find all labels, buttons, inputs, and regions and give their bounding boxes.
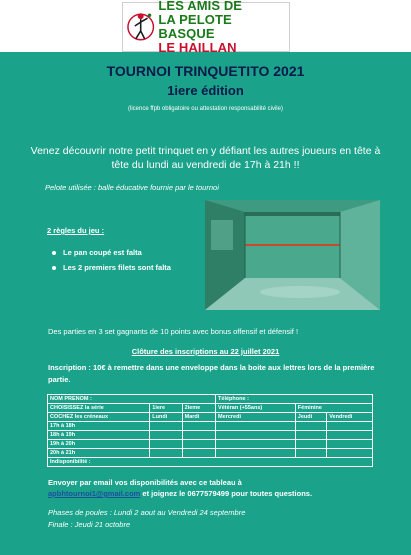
time-slot-label: 19h à 20h [48, 440, 150, 449]
series-option[interactable]: 1iere [150, 404, 182, 413]
logo-text [158, 0, 289, 55]
slot-cell[interactable] [182, 440, 215, 449]
day-header: Jeudi [295, 413, 326, 422]
slot-cell[interactable] [216, 440, 296, 449]
logo-line-2: LA PELOTE BASQUE [158, 12, 232, 41]
series-option[interactable]: Féminine [295, 404, 372, 413]
bullet-icon [52, 266, 56, 270]
form-row-slot [48, 440, 373, 449]
slot-cell[interactable] [295, 449, 326, 458]
contact-phone-text: et joignez le 0677579499 pour toutes questions. [140, 489, 313, 498]
slot-cell[interactable] [216, 422, 296, 431]
form-row-unavailable [48, 458, 373, 467]
form-row-series [48, 404, 373, 413]
registration-form [47, 394, 373, 467]
contact-line: Envoyer par email vos disponibilités avec ce tableau à [48, 478, 242, 487]
intro-paragraph: Venez découvrir notre petit trinquet en y défiant les autres joueurs en tête à tête du lundi au vendredi de 17h à 21h !! [30, 145, 381, 171]
trinquet-court-photo [205, 200, 380, 310]
logo-line-3: LE HAILLAN [158, 40, 237, 55]
group-phase-dates: Phases de poules : Lundi 2 aout au Vendredi 24 septembre [48, 508, 246, 517]
slots-label: COCHEZ les créneaux [48, 413, 150, 422]
form-row-slot [48, 431, 373, 440]
sets-info: Des parties en 3 set gagnants de 10 points avec bonus offensif et défensif ! [48, 327, 299, 336]
series-option[interactable]: Vétéran (+55ans) [216, 404, 296, 413]
day-header: Vendredi [327, 413, 373, 422]
pelote-player-icon [126, 4, 155, 50]
rules-heading: 2 règles du jeu : [47, 226, 105, 235]
ball-note: Pelote utilisée : balle éducative fournie par le tournoi [45, 183, 219, 192]
slot-cell[interactable] [295, 440, 326, 449]
email-link[interactable]: apbhtournoi1@gmail.com [48, 489, 141, 498]
time-slot-label: 17h à 18h [48, 422, 150, 431]
slot-cell[interactable] [150, 431, 182, 440]
slot-cell[interactable] [150, 440, 182, 449]
form-row-slot [48, 449, 373, 458]
bullet-icon [52, 251, 56, 255]
slot-cell[interactable] [327, 449, 373, 458]
slot-cell[interactable] [295, 431, 326, 440]
form-row-name [48, 395, 373, 404]
slot-cell[interactable] [150, 422, 182, 431]
slot-cell[interactable] [327, 422, 373, 431]
name-field[interactable]: NOM PRENOM : [48, 395, 216, 404]
day-header: Lundi [150, 413, 182, 422]
series-label: CHOISISSEZ la série [48, 404, 150, 413]
registration-deadline: Clôture des inscriptions au 22 juillet 2021 [131, 347, 280, 356]
club-logo [122, 0, 290, 55]
slot-cell[interactable] [150, 449, 182, 458]
slot-cell[interactable] [295, 422, 326, 431]
day-header: Mercredi [216, 413, 296, 422]
logo-line-1: LES AMIS DE [158, 0, 243, 13]
slot-cell[interactable] [327, 440, 373, 449]
slot-cell[interactable] [182, 449, 215, 458]
licence-note: (licence ffpb obligatoire ou attestation responsabilité civile) [128, 106, 283, 112]
day-header: Mardi [182, 413, 215, 422]
slot-cell[interactable] [216, 449, 296, 458]
time-slot-label: 20h à 21h [48, 449, 150, 458]
rule-item [52, 263, 171, 272]
edition-subtitle: 1iere édition [167, 83, 244, 98]
final-date: Finale : Jeudi 21 octobre [48, 520, 131, 529]
inscription-info: Inscription : 10€ à remettre dans une enveloppe dans la boite aux lettres lors de la première partie. [48, 363, 375, 384]
rule-text: Le pan coupé est falta [63, 248, 142, 257]
unavailable-field[interactable]: Indisponibilité : [48, 458, 373, 467]
tournament-title: TOURNOI TRINQUETITO 2021 [106, 63, 305, 79]
time-slot-label: 18h à 19h [48, 431, 150, 440]
slot-cell[interactable] [327, 431, 373, 440]
form-row-days [48, 413, 373, 422]
slot-cell[interactable] [182, 422, 215, 431]
slot-cell[interactable] [216, 431, 296, 440]
contact-line-2 [48, 489, 312, 498]
rule-text: Les 2 premiers filets sont falta [63, 263, 171, 272]
slot-cell[interactable] [182, 431, 215, 440]
rule-item [52, 248, 142, 257]
phone-field[interactable]: Téléphone : [216, 395, 373, 404]
series-option[interactable]: 2ieme [182, 404, 215, 413]
form-row-slot [48, 422, 373, 431]
